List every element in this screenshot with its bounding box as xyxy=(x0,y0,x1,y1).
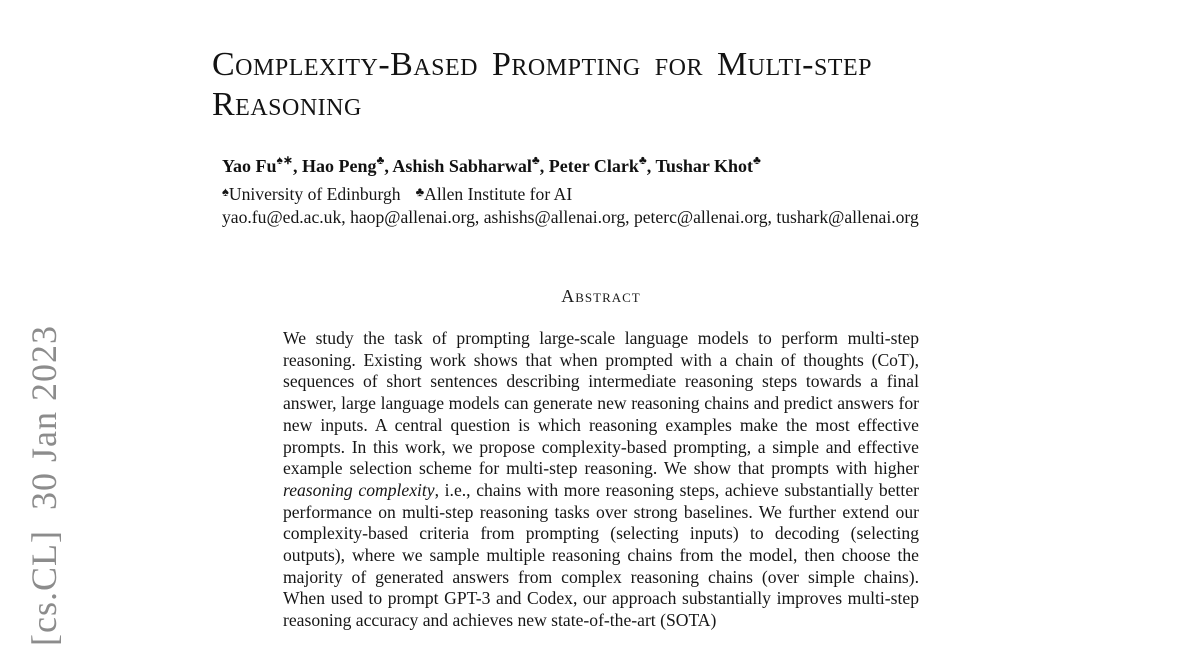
affiliation-allen-institute xyxy=(416,184,573,204)
author-yao-fu xyxy=(222,153,302,176)
author-name: Yao Fu xyxy=(222,156,277,176)
abstract-text-part-2: , i.e., chains with more reasoning steps, achieve substantially better performance on multi-step reasoning tasks over strong baselines. We further extend our complexity-based criteria from prompting (selecting inputs) to decoding (selecting outputs), where we sample multiple reasoning chains from the model, then choose the majority of generated answers from complex reasoning chains (over simple chains). When used to prompt GPT-3 and Codex, our approach substantially improves multi-step reasoning accuracy and achieves new state-of-the-art (SOTA) xyxy=(283,479,919,631)
author-hao-peng xyxy=(301,153,393,176)
author-affiliation-mark: ♣ xyxy=(753,153,761,167)
author-name: Tushar Khot xyxy=(655,156,754,176)
spade-icon: ♠ xyxy=(222,184,229,199)
abstract-text xyxy=(283,328,919,632)
author-name: Ashish Sabharwal xyxy=(392,156,532,176)
author-separator: , xyxy=(646,156,656,176)
author-ashish-sabharwal xyxy=(392,153,549,176)
author-separator: , xyxy=(539,156,549,176)
author-separator: , xyxy=(384,156,393,176)
author-affiliation-mark: ♣ xyxy=(638,153,647,167)
abstract-text-part-1: We study the task of prompting large-scale language models to perform multi-step reasoning. Existing work shows that when prompted with a chain of thoughts (CoT), sequences of short sentences describing intermediate reasoning steps towards a final answer, large language models can generate new reasoning chains and predict answers for new inputs. A central question is which reasoning examples make the most effective prompts. In this work, we propose complexity-based prompting, a simple and effective example selection scheme for multi-step reasoning. We show that prompts with higher xyxy=(283,328,919,479)
author-list xyxy=(222,153,761,177)
author-name: Peter Clark xyxy=(548,156,639,176)
author-affiliation-mark: ♣ xyxy=(531,153,540,167)
paper-title xyxy=(212,45,872,125)
author-name: Hao Peng xyxy=(301,156,377,176)
abstract-italic-phrase: reasoning complexity xyxy=(283,479,435,500)
paper-title-line-2: Reasoning xyxy=(212,86,362,123)
author-emails: yao.fu@ed.ac.uk, haop@allenai.org, ashishs@allenai.org, peterc@allenai.org, tushark@allenai.org xyxy=(222,207,919,227)
author-peter-clark xyxy=(548,153,656,176)
affiliation-university-of-edinburgh xyxy=(222,184,401,204)
author-separator: , xyxy=(292,156,302,176)
abstract-heading: Abstract xyxy=(561,286,641,306)
affiliation-list xyxy=(222,184,572,205)
author-affiliation-mark: ♠∗ xyxy=(276,153,293,167)
affiliation-name: Allen Institute for AI xyxy=(424,184,573,204)
affiliation-name: University of Edinburgh xyxy=(228,184,401,204)
club-icon: ♣ xyxy=(415,184,425,199)
author-tushar-khot xyxy=(655,153,761,176)
paper-title-line-1: Complexity-Based Prompting for Multi-step xyxy=(212,46,872,83)
author-affiliation-mark: ♣ xyxy=(376,153,385,167)
arxiv-side-stamp: [cs.CL] 30 Jan 2023 xyxy=(24,325,64,646)
